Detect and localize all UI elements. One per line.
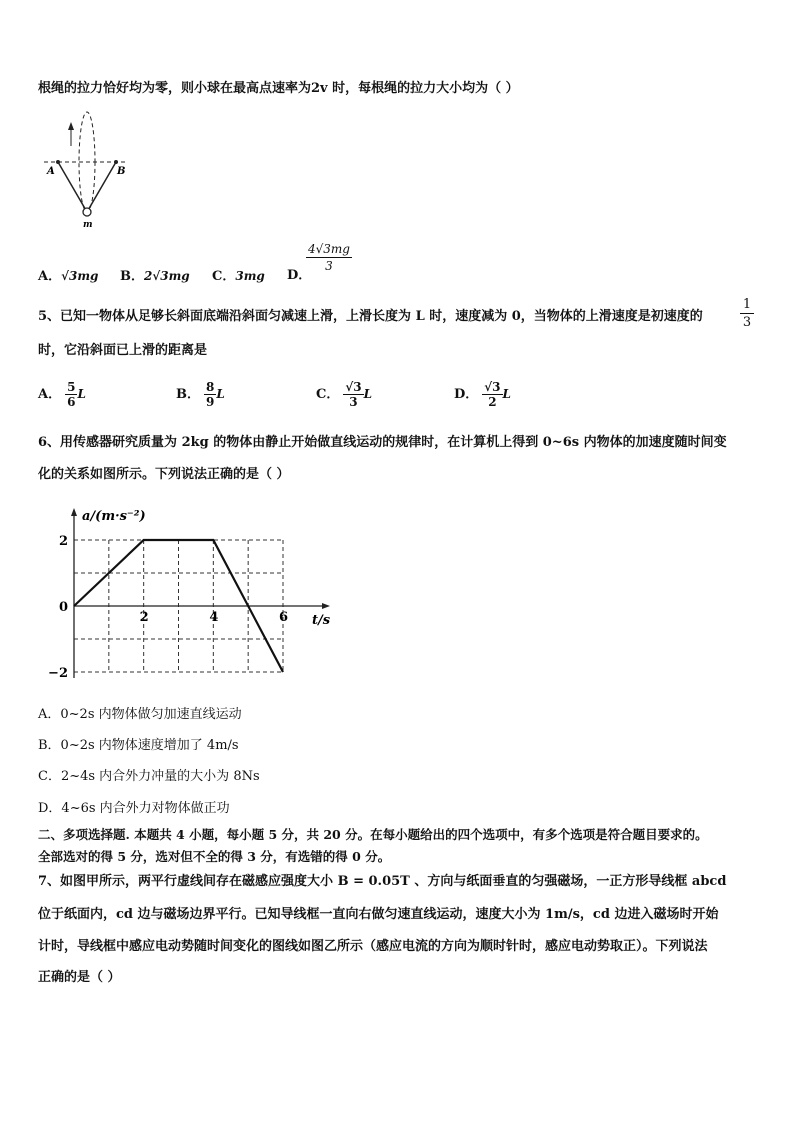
q5-option-d: D． $\frac{√3}{2}$ L (454, 380, 511, 409)
section2-heading-line-2: 全部选对的得 5 分，选对但不全的得 3 分，有选错的得 0 分。 (38, 849, 391, 864)
q4-pendulum-figure (40, 108, 130, 230)
q5-option-c: C． $\frac{√3}{3}$ L (316, 380, 373, 409)
x-axis-arrow (322, 603, 330, 609)
x-tick-label: 6 (279, 610, 289, 625)
point-b-label: B (117, 166, 126, 177)
point-a-label: A (47, 166, 55, 177)
q5-option-b: B． $\frac{8}{9}$ L (176, 380, 225, 409)
q4-option-b: B．2√3mg (120, 269, 190, 284)
x-axis-label: t/s (312, 613, 331, 628)
y-axis-label: a/(m·s⁻²) (82, 509, 146, 524)
q6-option-c: C．2~4s 内合外力冲量的大小为 8Ns (38, 769, 260, 784)
q5-text-line: 5、已知一物体从足够长斜面底端沿斜面匀减速上滑，上滑长度为 L 时，速度减为 0，当物体的上滑速度是初速度的 (38, 309, 703, 324)
x-tick-label: 2 (139, 610, 149, 625)
q7-text-line-4: 正确的是（ ） (38, 970, 121, 985)
q5-option-a: A． $\frac{5}{6}$ L (38, 380, 86, 409)
q4-option-c: C．3mg (212, 269, 265, 284)
q7-text-line-1: 7、如图甲所示，两平行虚线间存在磁感应强度大小 B = 0.05T 、方向与纸面垂直的匀强磁场，一正方形导线框 abcd (38, 874, 727, 889)
q6-option-d: D．4~6s 内合外力对物体做正功 (38, 801, 230, 816)
q6-text-line-1: 6、用传感器研究质量为 2kg 的物体由静止开始做直线运动的规律时，在计算机上得到 0~6s 内物体的加速度随时间变 (38, 435, 727, 450)
q6-text-line-2: 化的关系如图所示。下列说法正确的是（ ） (38, 467, 290, 482)
q6-acceleration-chart (40, 500, 340, 690)
section2-heading-line-1: 二、多项选择题. 本题共 4 小题，每小题 5 分，共 20 分。在每小题给出的四个选项中，有多个选项是符合题目要求的。 (38, 827, 708, 842)
mass-label: m (83, 220, 93, 230)
q7-text-line-3: 计时，导线框中感应电动势随时间变化的图线如图乙所示（感应电流的方向为顺时针时，感应电动势取正）。下列说法 (38, 939, 708, 954)
q5-fraction: 1 3 (740, 296, 754, 331)
q4-option-a: A．√3mg (38, 269, 99, 284)
q4-option-d-label: D． (287, 268, 312, 283)
q4-option-d-fraction: 4√3mg 3 (306, 241, 352, 274)
y-tick-label: −2 (48, 666, 68, 681)
y-tick-label: 0 (58, 600, 68, 615)
q6-option-a: A．0~2s 内物体做匀加速直线运动 (38, 707, 242, 722)
x-tick-label: 4 (209, 610, 219, 625)
y-tick-label: 2 (58, 534, 68, 549)
y-axis-arrow (71, 508, 77, 516)
q6-option-b: B．0~2s 内物体速度增加了 4m/s (38, 738, 239, 753)
q7-text-line-2: 位于纸面内，cd 边与磁场边界平行。已知导线框一直向右做匀速直线运动，速度大小为 1m/s，cd 边进入磁场时开始 (38, 907, 719, 922)
q4-text-line: 根绳的拉力恰好均为零，则小球在最高点速率为2v 时，每根绳的拉力大小均为（ ） (38, 81, 519, 96)
q5-text-line-2: 时，它沿斜面已上滑的距离是 (38, 343, 208, 358)
